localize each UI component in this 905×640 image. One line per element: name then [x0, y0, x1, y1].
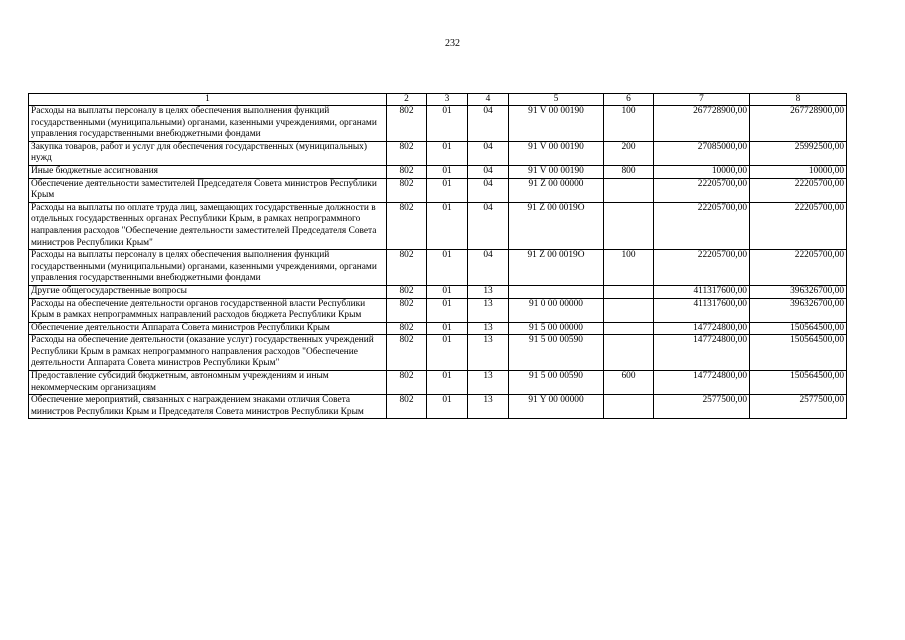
- ministry-code-cell: 802: [387, 106, 427, 142]
- subsection-code-cell: 13: [468, 395, 509, 419]
- amount-year1-cell: 147724800,00: [654, 335, 750, 371]
- description-cell: Расходы на обеспечение деятельности органов государственной власти Республики Крым в рамках непрограммных направлений расходов бюджета Республики Крым: [29, 298, 387, 322]
- target-article-cell: 91 Y 00 00000: [509, 395, 604, 419]
- subsection-code-cell: 13: [468, 298, 509, 322]
- description-cell: Закупка товаров, работ и услуг для обеспечения государственных (муниципальных) нужд: [29, 141, 387, 165]
- table-row: [29, 335, 847, 371]
- table-row: [29, 141, 847, 165]
- subsection-code-cell: 04: [468, 250, 509, 286]
- section-code-cell: 01: [427, 250, 468, 286]
- subsection-code-cell: 13: [468, 335, 509, 371]
- amount-year2-cell: 150564500,00: [750, 335, 847, 371]
- subsection-code-cell: 04: [468, 106, 509, 142]
- column-header: 6: [604, 94, 654, 106]
- table-row: [29, 322, 847, 335]
- amount-year2-cell: 22205700,00: [750, 250, 847, 286]
- header-row: [29, 94, 847, 106]
- table-row: [29, 178, 847, 202]
- description-cell: Обеспечение мероприятий, связанных с награждением знаками отличия Совета министров Республики Крым и Председателя Совета министров Республики Крым: [29, 395, 387, 419]
- section-code-cell: 01: [427, 106, 468, 142]
- ministry-code-cell: 802: [387, 371, 427, 395]
- target-article-cell: 91 V 00 00190: [509, 141, 604, 165]
- subsection-code-cell: 13: [468, 322, 509, 335]
- subsection-code-cell: 04: [468, 178, 509, 202]
- column-header: 5: [509, 94, 604, 106]
- expense-type-cell: [604, 298, 654, 322]
- amount-year1-cell: 267728900,00: [654, 106, 750, 142]
- amount-year2-cell: 150564500,00: [750, 371, 847, 395]
- amount-year2-cell: 150564500,00: [750, 322, 847, 335]
- target-article-cell: 91 Z 00 0019O: [509, 202, 604, 249]
- expense-type-cell: [604, 335, 654, 371]
- expense-type-cell: [604, 322, 654, 335]
- target-article-cell: 91 5 00 00590: [509, 335, 604, 371]
- section-code-cell: 01: [427, 322, 468, 335]
- table-row: [29, 285, 847, 298]
- amount-year2-cell: 10000,00: [750, 165, 847, 178]
- amount-year2-cell: 396326700,00: [750, 298, 847, 322]
- ministry-code-cell: 802: [387, 165, 427, 178]
- expense-type-cell: 800: [604, 165, 654, 178]
- subsection-code-cell: 13: [468, 285, 509, 298]
- ministry-code-cell: 802: [387, 335, 427, 371]
- section-code-cell: 01: [427, 335, 468, 371]
- ministry-code-cell: 802: [387, 250, 427, 286]
- amount-year1-cell: 411317600,00: [654, 285, 750, 298]
- table-row: [29, 165, 847, 178]
- amount-year1-cell: 411317600,00: [654, 298, 750, 322]
- section-code-cell: 01: [427, 395, 468, 419]
- description-cell: Расходы на выплаты персоналу в целях обеспечения выполнения функций государственными (муниципальными) органами, казенными учреждениями, органами управления государственными внебюджетными фондами: [29, 250, 387, 286]
- target-article-cell: 91 Z 00 0019O: [509, 250, 604, 286]
- description-cell: Расходы на выплаты персоналу в целях обеспечения выполнения функций государственными (муниципальными) органами, казенными учреждениями, органами управления государственными внебюджетными фондами: [29, 106, 387, 142]
- amount-year2-cell: 2577500,00: [750, 395, 847, 419]
- amount-year1-cell: 10000,00: [654, 165, 750, 178]
- subsection-code-cell: 04: [468, 141, 509, 165]
- page-number: 232: [445, 38, 460, 49]
- table-row: [29, 371, 847, 395]
- table-body: [29, 106, 847, 419]
- expense-type-cell: 100: [604, 106, 654, 142]
- expense-type-cell: [604, 395, 654, 419]
- expense-type-cell: 100: [604, 250, 654, 286]
- target-article-cell: 91 Z 00 00000: [509, 178, 604, 202]
- amount-year1-cell: 147724800,00: [654, 322, 750, 335]
- target-article-cell: 91 5 00 00000: [509, 322, 604, 335]
- amount-year2-cell: 25992500,00: [750, 141, 847, 165]
- amount-year2-cell: 267728900,00: [750, 106, 847, 142]
- budget-table: [28, 93, 847, 419]
- column-header: 1: [29, 94, 387, 106]
- expense-type-cell: 600: [604, 371, 654, 395]
- expense-type-cell: 200: [604, 141, 654, 165]
- column-header: 2: [387, 94, 427, 106]
- ministry-code-cell: 802: [387, 285, 427, 298]
- expense-type-cell: [604, 202, 654, 249]
- table-row: [29, 250, 847, 286]
- amount-year1-cell: 22205700,00: [654, 202, 750, 249]
- target-article-cell: 91 V 00 00190: [509, 165, 604, 178]
- amount-year1-cell: 22205700,00: [654, 250, 750, 286]
- description-cell: Другие общегосударственные вопросы: [29, 285, 387, 298]
- column-header: 3: [427, 94, 468, 106]
- expense-type-cell: [604, 285, 654, 298]
- table-row: [29, 395, 847, 419]
- target-article-cell: 91 V 00 00190: [509, 106, 604, 142]
- ministry-code-cell: 802: [387, 298, 427, 322]
- description-cell: Предоставление субсидий бюджетным, автономным учреждениям и иным некоммерческим организациям: [29, 371, 387, 395]
- amount-year2-cell: 22205700,00: [750, 178, 847, 202]
- amount-year2-cell: 22205700,00: [750, 202, 847, 249]
- section-code-cell: 01: [427, 298, 468, 322]
- amount-year1-cell: 2577500,00: [654, 395, 750, 419]
- subsection-code-cell: 04: [468, 202, 509, 249]
- ministry-code-cell: 802: [387, 322, 427, 335]
- section-code-cell: 01: [427, 202, 468, 249]
- description-cell: Обеспечение деятельности Аппарата Совета министров Республики Крым: [29, 322, 387, 335]
- section-code-cell: 01: [427, 178, 468, 202]
- description-cell: Иные бюджетные ассигнования: [29, 165, 387, 178]
- amount-year1-cell: 22205700,00: [654, 178, 750, 202]
- section-code-cell: 01: [427, 141, 468, 165]
- subsection-code-cell: 13: [468, 371, 509, 395]
- target-article-cell: 91 5 00 00590: [509, 371, 604, 395]
- table-row: [29, 202, 847, 249]
- section-code-cell: 01: [427, 285, 468, 298]
- description-cell: Обеспечение деятельности заместителей Председателя Совета министров Республики Крым: [29, 178, 387, 202]
- section-code-cell: 01: [427, 371, 468, 395]
- column-header: 7: [654, 94, 750, 106]
- ministry-code-cell: 802: [387, 141, 427, 165]
- column-header: 8: [750, 94, 847, 106]
- target-article-cell: 91 0 00 00000: [509, 298, 604, 322]
- amount-year1-cell: 147724800,00: [654, 371, 750, 395]
- table-row: [29, 106, 847, 142]
- target-article-cell: [509, 285, 604, 298]
- ministry-code-cell: 802: [387, 178, 427, 202]
- description-cell: Расходы на выплаты по оплате труда лиц, замещающих государственные должности в отдельных государственных органах Республики Крым, в рамках непрограммного направления расходов "Обеспечение деятельности заместителей Председателя Совета министров Республики Крым": [29, 202, 387, 249]
- ministry-code-cell: 802: [387, 202, 427, 249]
- expense-type-cell: [604, 178, 654, 202]
- column-header: 4: [468, 94, 509, 106]
- description-cell: Расходы на обеспечение деятельности (оказание услуг) государственных учреждений Республики Крым в рамках непрограммного направления расходов "Обеспечение деятельности Аппарата Совета министров Республики Крым": [29, 335, 387, 371]
- ministry-code-cell: 802: [387, 395, 427, 419]
- amount-year2-cell: 396326700,00: [750, 285, 847, 298]
- section-code-cell: 01: [427, 165, 468, 178]
- table-row: [29, 298, 847, 322]
- subsection-code-cell: 04: [468, 165, 509, 178]
- amount-year1-cell: 27085000,00: [654, 141, 750, 165]
